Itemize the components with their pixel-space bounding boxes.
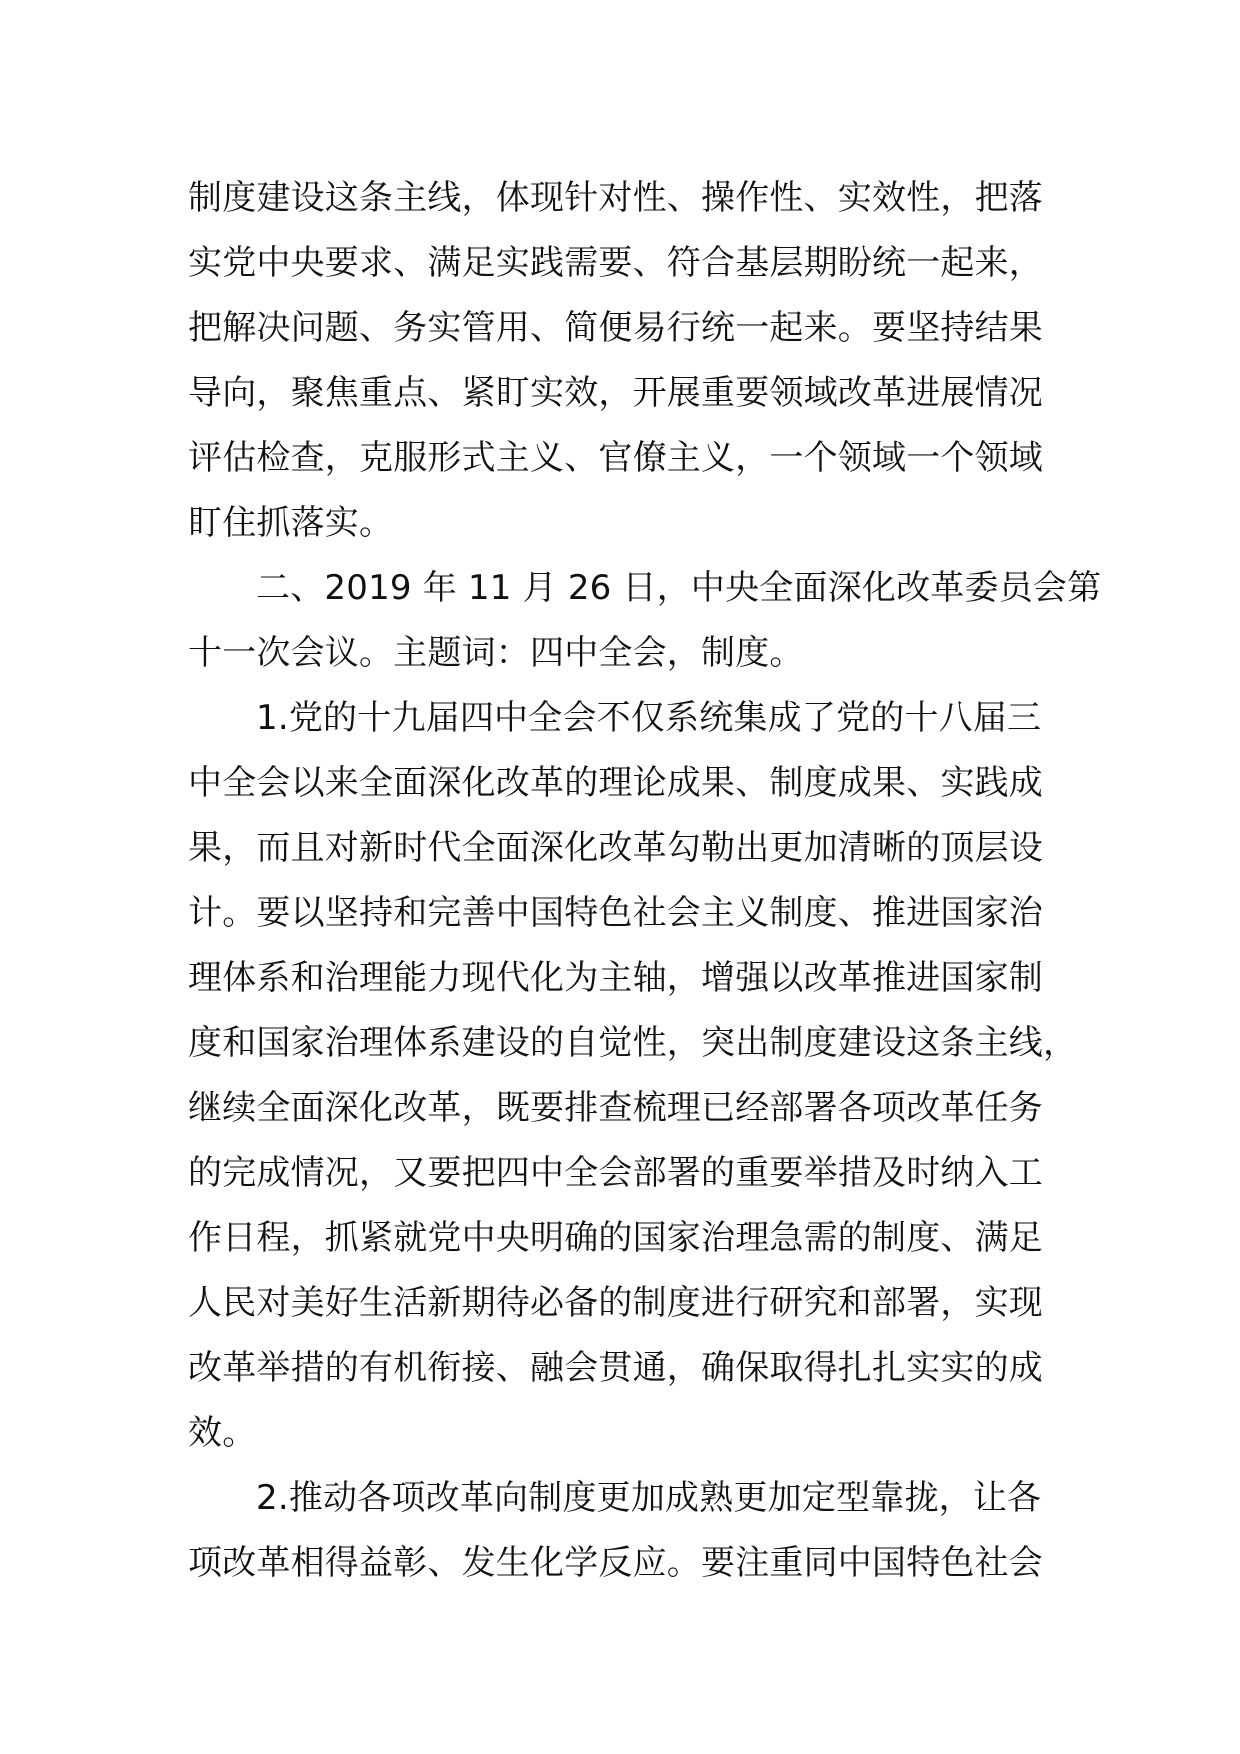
text-line: 人民对美好生活新期待必备的制度进行研究和部署，实现 bbox=[188, 1283, 1043, 1323]
text-line: 理体系和治理能力现代化为主轴，增强以改革推进国家制 bbox=[188, 958, 1043, 998]
text-line: 的完成情况，又要把四中全会部署的重要举措及时纳入工 bbox=[188, 1153, 1043, 1193]
paragraph-first-line: 1.党的十九届四中全会不仅系统集成了党的十八届三 bbox=[256, 698, 1042, 738]
section-heading-line: 十一次会议。主题词：四中全会，制度。 bbox=[188, 633, 804, 673]
text-line: 计。要以坚持和完善中国特色社会主义制度、推进国家治 bbox=[188, 893, 1043, 933]
text-line: 中全会以来全面深化改革的理论成果、制度成果、实践成 bbox=[188, 763, 1043, 803]
text-line: 把解决问题、务实管用、简便易行统一起来。要坚持结果 bbox=[188, 308, 1043, 348]
text-line: 盯住抓落实。 bbox=[188, 503, 394, 543]
text-line: 导向，聚焦重点、紧盯实效，开展重要领域改革进展情况 bbox=[188, 373, 1043, 413]
text-line: 评估检查，克服形式主义、官僚主义，一个领域一个领域 bbox=[188, 438, 1043, 478]
text-line: 果，而且对新时代全面深化改革勾勒出更加清晰的顶层设 bbox=[188, 828, 1043, 868]
text-line: 实党中央要求、满足实践需要、符合基层期盼统一起来， bbox=[188, 243, 1043, 283]
text-line: 改革举措的有机衔接、融会贯通，确保取得扎扎实实的成 bbox=[188, 1348, 1043, 1388]
document-body bbox=[188, 166, 1102, 1596]
text-line: 项改革相得益彰、发生化学反应。要注重同中国特色社会 bbox=[188, 1543, 1043, 1583]
paragraph-first-line: 2.推动各项改革向制度更加成熟更加定型靠拢，让各 bbox=[256, 1478, 1042, 1518]
section-heading-line: 二、2019 年 11 月 26 日，中央全面深化改革委员会第 bbox=[256, 568, 1102, 608]
text-line: 制度建设这条主线，体现针对性、操作性、实效性，把落 bbox=[188, 178, 1043, 218]
text-line: 度和国家治理体系建设的自觉性，突出制度建设这条主线， bbox=[188, 1023, 1078, 1063]
text-line: 作日程，抓紧就党中央明确的国家治理急需的制度、满足 bbox=[188, 1218, 1043, 1258]
text-line: 效。 bbox=[188, 1413, 257, 1453]
text-line: 继续全面深化改革，既要排查梳理已经部署各项改革任务 bbox=[188, 1088, 1043, 1128]
